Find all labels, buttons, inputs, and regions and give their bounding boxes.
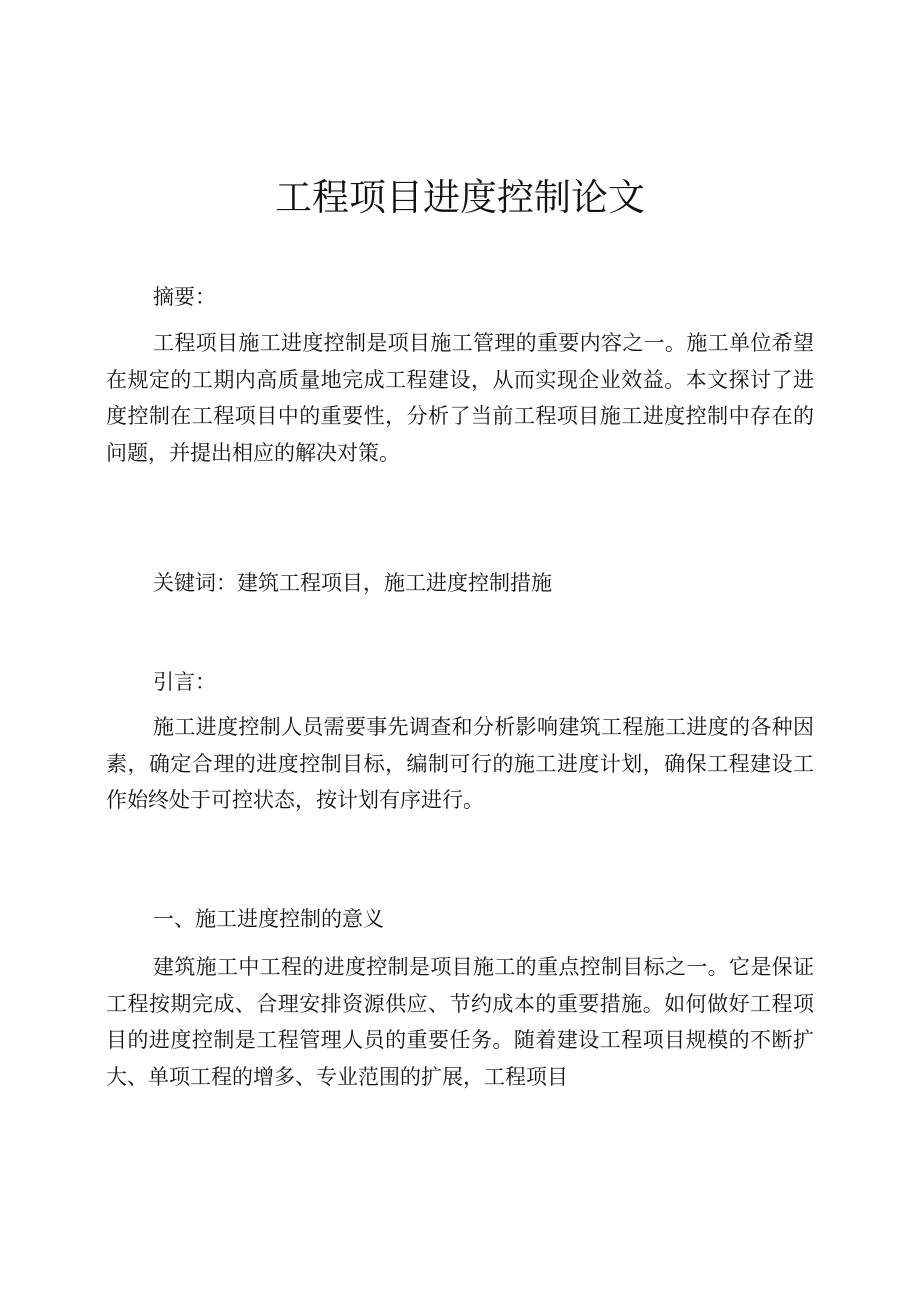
intro-paragraph: 施工进度控制人员需要事先调查和分析影响建筑工程施工进度的各种因素，确定合理的进度控制目标，编制可行的施工进度计划，确保工程建设工作始终处于可控状态，按计划有序进行。 xyxy=(106,715,814,813)
intro-label: 引言： xyxy=(153,670,216,694)
section-1-paragraph: 建筑施工中工程的进度控制是项目施工的重点控制目标之一。它是保证工程按期完成、合理安排资源供应、节约成本的重要措施。如何做好工程项目的进度控制是工程管理人员的重要任务。随着建设工程项目规模的不断扩大、单项工程的增多、专业范围的扩展，工程项目 xyxy=(106,955,814,1090)
abstract-label: 摘要： xyxy=(153,285,216,309)
section-1-heading: 一、施工进度控制的意义 xyxy=(153,907,384,931)
abstract-paragraph: 工程项目施工进度控制是项目施工管理的重要内容之一。施工单位希望在规定的工期内高质量地完成工程建设，从而实现企业效益。本文探讨了进度控制在工程项目中的重要性，分析了当前工程项目施工进度控制中存在的问题，并提出相应的解决对策。 xyxy=(106,331,814,466)
document-title: 工程项目进度控制论文 xyxy=(275,176,645,219)
keywords-line: 关键词：建筑工程项目，施工进度控制措施 xyxy=(153,571,552,595)
